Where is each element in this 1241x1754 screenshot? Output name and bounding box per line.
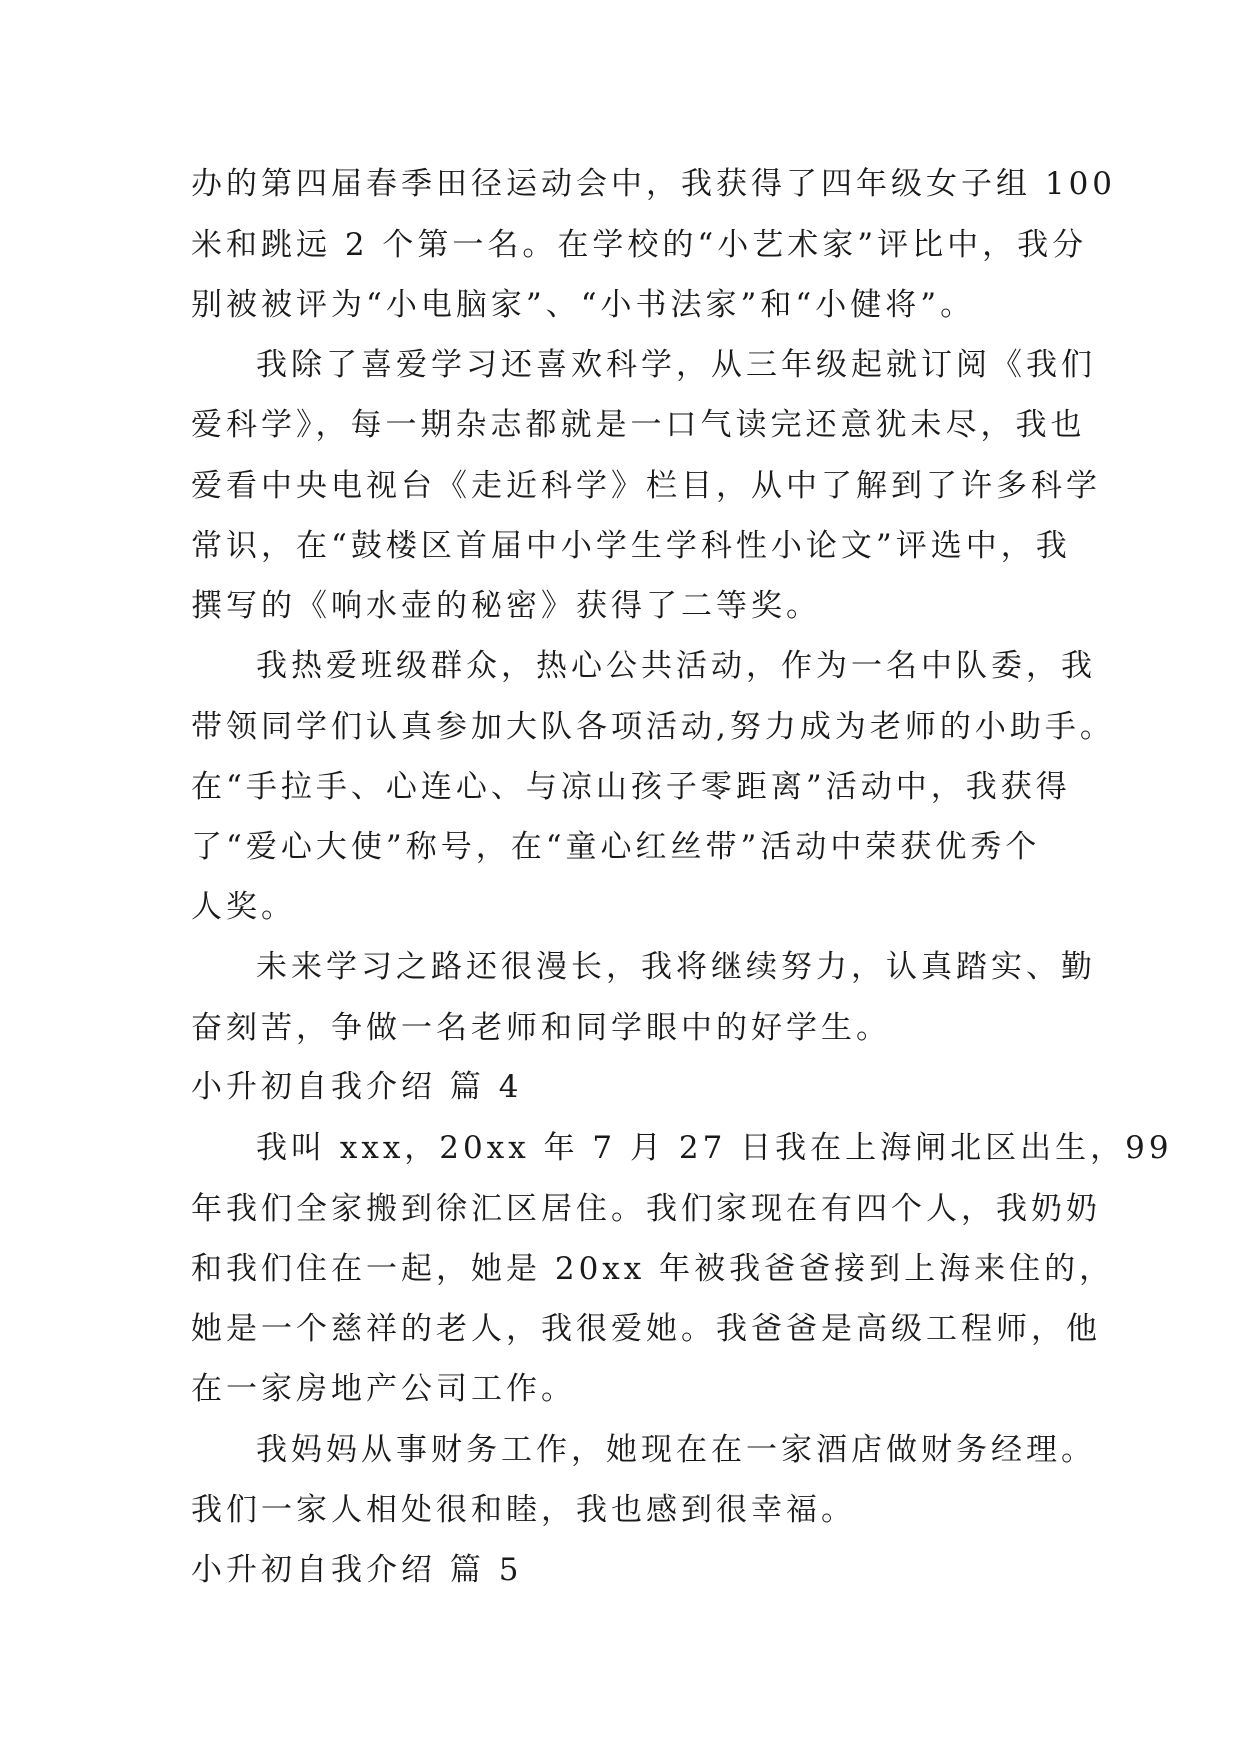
text-line-2: 米和跳远 2 个第一名。在学校的“小艺术家”评比中，我分 bbox=[191, 227, 1088, 263]
paragraph-start-future: 未来学习之路还很漫长，我将继续努力，认真踏实、勤 bbox=[256, 949, 1096, 985]
text-line-8: 撰写的《响水壶的秘密》获得了二等奖。 bbox=[191, 588, 821, 624]
section-heading-5: 小升初自我介绍 篇 5 bbox=[191, 1552, 523, 1588]
text-line-20: 她是一个慈祥的老人，我很爱她。我爸爸是高级工程师，他 bbox=[191, 1311, 1101, 1347]
paragraph-start-intro: 我叫 xxx，20xx 年 7 月 27 日我在上海闸北区出生，99 bbox=[256, 1130, 1173, 1166]
paragraph-start-mother: 我妈妈从事财务工作，她现在在一家酒店做财务经理。 bbox=[256, 1432, 1096, 1468]
section-heading-4: 小升初自我介绍 篇 4 bbox=[191, 1069, 523, 1105]
text-line-5: 爱科学》，每一期杂志都就是一口气读完还意犹未尽，我也 bbox=[191, 407, 1086, 443]
text-line-15: 奋刻苦，争做一名老师和同学眼中的好学生。 bbox=[191, 1010, 891, 1046]
text-line-7: 常识，在“鼓楼区首届中小学生学科性小论文”评选中，我 bbox=[191, 528, 1071, 564]
text-line-18: 年我们全家搬到徐汇区居住。我们家现在有四个人，我奶奶 bbox=[191, 1191, 1101, 1227]
text-line-10: 带领同学们认真参加大队各项活动,努力成为老师的小助手。 bbox=[191, 709, 1115, 745]
text-line-21: 在一家房地产公司工作。 bbox=[191, 1371, 576, 1407]
text-line-3: 别被被评为“小电脑家”、“小书法家”和“小健将”。 bbox=[191, 287, 976, 323]
text-line-12: 了“爱心大使”称号，在“童心红丝带”活动中荣获优秀个 bbox=[191, 829, 1041, 865]
text-line-13: 人奖。 bbox=[191, 889, 296, 925]
paragraph-start-science: 我除了喜爱学习还喜欢科学，从三年级起就订阅《我们 bbox=[256, 347, 1096, 383]
text-line-11: 在“手拉手、心连心、与凉山孩子零距离”活动中，我获得 bbox=[191, 769, 1071, 805]
text-line-19: 和我们住在一起，她是 20xx 年被我爸爸接到上海来住的， bbox=[191, 1251, 1115, 1287]
text-line-1: 办的第四届春季田径运动会中，我获得了四年级女子组 100 bbox=[191, 166, 1117, 202]
paragraph-start-class: 我热爱班级群众，热心公共活动，作为一名中队委，我 bbox=[256, 648, 1096, 684]
text-line-6: 爱看中央电视台《走近科学》栏目，从中了解到了许多科学 bbox=[191, 468, 1101, 504]
text-line-23: 我们一家人相处很和睦，我也感到很幸福。 bbox=[191, 1492, 856, 1528]
